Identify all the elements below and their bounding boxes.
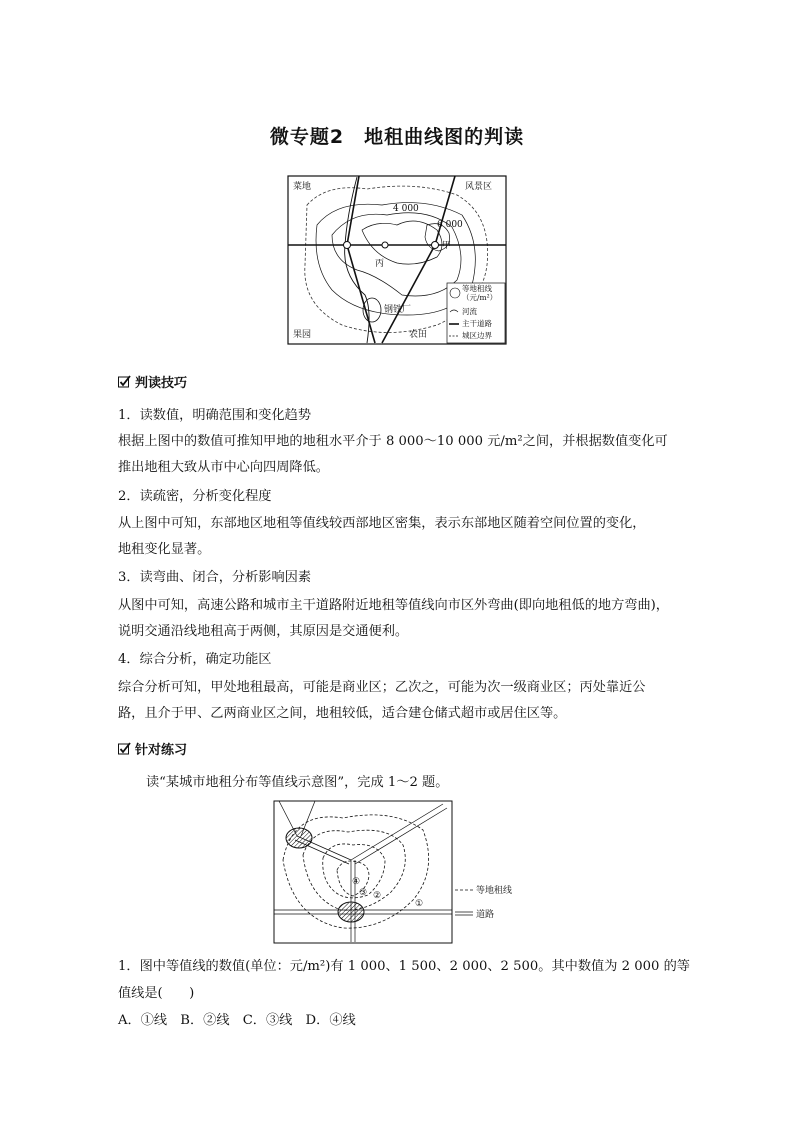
legend-road: 道路 — [476, 910, 495, 920]
skill-4-text-a: 综合分析可知，甲处地租最高，可能是商业区；乙次之，可能为次一级商业区；丙处靠近公 — [118, 680, 646, 695]
skill-2-text-b: 地租变化显著。 — [118, 542, 211, 557]
label-6000: 6 000 — [437, 220, 463, 230]
mark-3: ③ — [359, 888, 368, 898]
skill-2-text-a: 从上图中可知，东部地区地租等值线较西部地区密集，表示东部地区随着空间位置的变化， — [118, 516, 646, 531]
label-scenic: 风景区 — [465, 182, 493, 192]
label-steel: 钢铁厂 — [384, 305, 412, 315]
label-4000: 4 000 — [393, 204, 419, 214]
mark-2: ② — [373, 891, 382, 901]
question-1-text-a: 1．图中等值线的数值(单位：元/m²)有 1 000、1 500、2 000、2 500。其中数值为 2 000 的等 — [118, 959, 690, 974]
label-jia: 甲 — [442, 241, 452, 251]
label-bing: 丙 — [375, 259, 385, 269]
checkbox-icon — [118, 742, 131, 755]
question-1-options: A．①线 B．②线 C．③线 D．④线 — [118, 1013, 356, 1028]
legend-road: 主干道路 — [462, 319, 492, 328]
legend-unit: （元/m²） — [462, 293, 498, 302]
legend-river: 河流 — [462, 307, 477, 316]
skill-1-text-b: 推出地租大致从市中心向四周降低。 — [118, 460, 329, 475]
mark-4: ④ — [352, 877, 361, 887]
skill-4-title: 4．综合分析，确定功能区 — [118, 652, 272, 667]
practice-intro: 读“某城市地租分布等值线示意图”，完成 1～2 题。 — [146, 775, 449, 790]
skill-4-text-b: 路，且介于甲、乙两商业区之间，地租较低，适合建仓储式超市或居住区等。 — [118, 706, 567, 721]
legend-isoline: 等地租线 — [476, 886, 513, 896]
mark-1: ① — [415, 899, 424, 909]
rent-isoline-diagram — [273, 800, 521, 944]
skill-3-title: 3．读弯曲、闭合，分析影响因素 — [118, 570, 312, 585]
section-heading-practice: 针对练习 — [118, 739, 187, 758]
label-vegetable: 菜地 — [293, 182, 312, 192]
skill-1-title: 1．读数值，明确范围和变化趋势 — [118, 408, 312, 423]
label-farmland: 农田 — [409, 330, 428, 340]
legend-contour: 等地租线 — [462, 284, 492, 293]
skill-3-text-b: 说明交通沿线地租高于两侧，其原因是交通便利。 — [118, 624, 409, 639]
page-title: 微专题2 地租曲线图的判读 — [269, 126, 525, 148]
rent-contour-map — [287, 175, 507, 345]
section-heading-skills: 判读技巧 — [118, 372, 187, 391]
legend-boundary: 城区边界 — [462, 331, 492, 340]
skill-1-text-a: 根据上图中的数值可推知甲地的地租水平介于 8 000～10 000 元/m²之间，并根据数值变化可 — [118, 434, 668, 449]
question-1-text-b: 值线是( ) — [118, 986, 195, 1001]
skill-2-title: 2．读疏密，分析变化程度 — [118, 489, 272, 504]
checkbox-icon — [118, 375, 131, 388]
label-orchard: 果园 — [293, 330, 312, 340]
skill-3-text-a: 从图中可知，高速公路和城市主干道路附近地租等值线向市区外弯曲(即向地租低的地方弯曲)， — [118, 598, 669, 613]
